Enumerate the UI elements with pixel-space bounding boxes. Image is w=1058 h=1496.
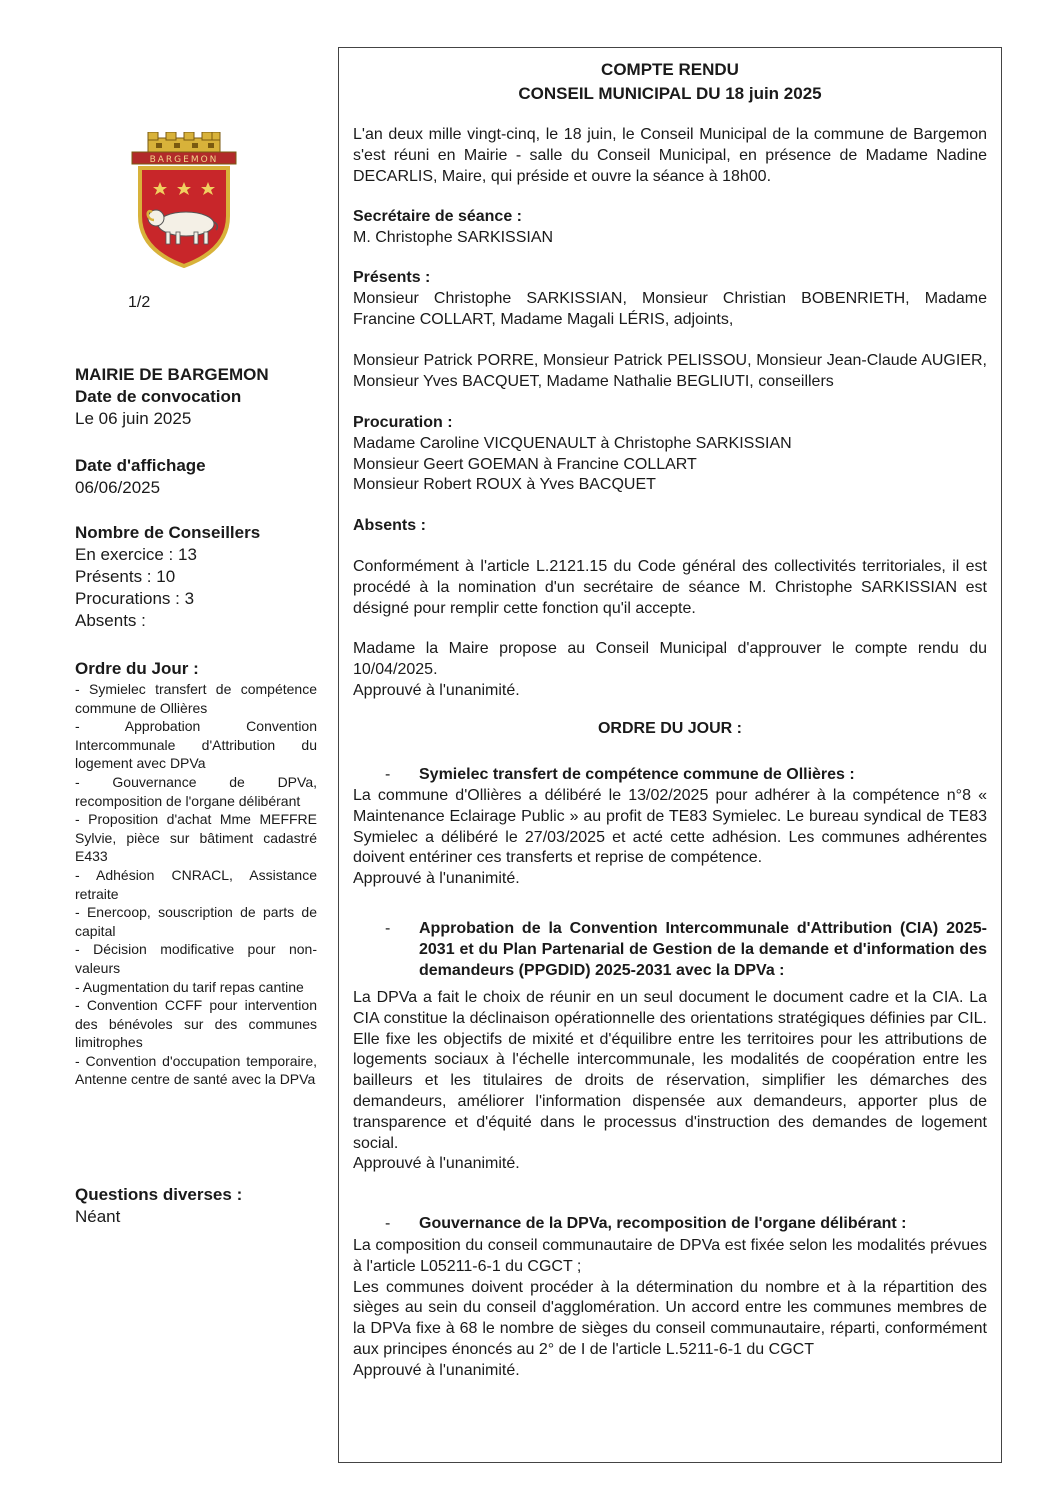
en-exercice: En exercice : 13 [75, 545, 197, 564]
ordre-item: - Adhésion CNRACL, Assistance retraite [75, 866, 317, 902]
approbation-block [353, 639, 987, 701]
secretaire-label: Secrétaire de séance : [353, 208, 522, 225]
ordre-list [75, 680, 317, 1089]
ordre-item: - Symielec transfert de compétence commune de Ollières [75, 681, 317, 716]
procuration-block [353, 413, 987, 496]
date-convocation-value: Le 06 juin 2025 [75, 409, 192, 428]
approuve-text: Approuvé à l'unanimité. [353, 681, 520, 699]
item2-title: Approbation de la Convention Intercommunale d'Attribution (CIA) 2025-2031 et du Plan Partenarial de Gestion de la demande et d'information des demandeurs (PPGDID) 2025-2031 avec la DPVa : [419, 920, 987, 979]
item3-text1: La composition du conseil communautaire de DPVa est fixée selon les modalités prévues à l'article L05211-6-1 du CGCT ; [353, 1237, 987, 1275]
procurations-count: Procurations : 3 [75, 589, 195, 608]
item2-text: La DPVa a fait le choix de réunir en un seul document le document cadre et la CIA. La CIA constitue la déclinaison opérationnelle des orientations stratégiques définies par CIL. Elle fixe les objectifs de mixité et d'équilibre entre les territoires pour les attributions de logements sociaux à l'échelle intercommunale, les modalités de coopération entre les bailleurs et les titulaires de droits de réservation, simplifier les démarches des demandeurs, améliorer l'information dispensée aux demandeurs, apporter plus de transparence et d'équité dans le processus d'instruction des demandes de logement social. [353, 989, 987, 1152]
presents-block [353, 268, 987, 330]
item3-title: Gouvernance de la DPVa, recomposition de l'organe délibérant : [419, 1215, 907, 1232]
item-dash: - [385, 766, 391, 783]
article-paragraph: Conformément à l'article L.2121.15 du Code général des collectivités territoriales, il est procédé à la nomination d'un secrétaire de séance M. Christophe SARKISSIAN est désigné pour remplir cette fonction qu'il accepte. [353, 558, 987, 617]
item-dash: - [385, 1215, 391, 1232]
item1-title: Symielec transfert de compétence commune de Ollières : [419, 766, 855, 783]
questions-value: Néant [75, 1207, 121, 1226]
date-affichage-label: Date d'affichage [75, 456, 206, 475]
item2-approuve: Approuvé à l'unanimité. [353, 1155, 520, 1173]
ordre-item: - Convention d'occupation temporaire, Antenne centre de santé avec la DPVa [75, 1052, 317, 1088]
conseillers-label: Nombre de Conseillers [75, 523, 261, 542]
affichage-block [75, 455, 317, 499]
secretaire-value: M. Christophe SARKISSIAN [353, 228, 554, 246]
item1-text: La commune d'Ollières a délibéré le 13/02/2025 pour adhérer à la compétence n°8 « Maintenance Eclairage Public » au profit de TE83 Symielec. Le bureau syndical de TE83 Symielec a délibéré le 27/03/2025 et acté cette adhésion. Les communes adhérentes doivent entériner ces transferts et reprise de compétence. [353, 787, 987, 867]
header-block [75, 364, 317, 430]
questions-block [75, 1184, 317, 1228]
questions-label: Questions diverses : [75, 1185, 243, 1204]
ordre-du-jour-title: ORDRE DU JOUR : [597, 720, 742, 737]
bargemon-crest-logo [126, 132, 242, 268]
presents-adjoints: Monsieur Christophe SARKISSIAN, Monsieur Christian BOBENRIETH, Madame Francine COLLART, Madame Magali LÉRIS, adjoints, [353, 289, 987, 328]
mairie-name: MAIRIE DE BARGEMON [75, 365, 269, 384]
absents-count: Absents : [75, 611, 146, 630]
ordre-item: - Proposition d'achat Mme MEFFRE Sylvie, pièce sur bâtiment cadastré E433 [75, 811, 317, 865]
ordre-item: - Convention CCFF pour intervention des bénévoles sur des communes limitrophes [75, 997, 317, 1051]
ordre-label: Ordre du Jour : [75, 659, 199, 678]
item2-heading [353, 919, 987, 981]
presents-count: Présents : 10 [75, 567, 176, 586]
procuration-item: Madame Caroline VICQUENAULT à Christophe SARKISSIAN [353, 434, 792, 452]
item1-approuve: Approuvé à l'unanimité. [353, 870, 520, 888]
ordre-item: - Décision modificative pour non-valeurs [75, 941, 317, 976]
item-dash: - [385, 920, 391, 937]
absents-label: Absents : [353, 517, 426, 534]
presents-label: Présents : [353, 269, 431, 286]
item1-heading [353, 765, 987, 786]
ordre-du-jour-block [75, 658, 317, 1089]
conseillers-block [75, 522, 317, 632]
date-convocation-label: Date de convocation [75, 387, 242, 406]
intro-paragraph: L'an deux mille vingt-cinq, le 18 juin, le Conseil Municipal de la commune de Bargemon s'est réuni en Mairie - salle du Conseil Municipal, en présence de Madame Nadine DECARLIS, Maire, qui préside et ouvre la séance à 18h00. [353, 126, 987, 185]
page-number: 1/2 [128, 294, 151, 311]
ordre-item: - Approbation Convention Intercommunale d'Attribution du logement avec DPVa [75, 718, 317, 772]
procuration-item: Monsieur Robert ROUX à Yves BACQUET [353, 476, 656, 494]
item1-body [353, 786, 987, 890]
procuration-label: Procuration : [353, 414, 453, 431]
secretaire-block [353, 207, 987, 249]
ordre-item: - Augmentation du tarif repas cantine [75, 978, 304, 995]
ordre-item: - Enercoop, souscription de parts de capital [75, 904, 317, 939]
document-subtitle: CONSEIL MUNICIPAL DU 18 juin 2025 [518, 84, 822, 103]
approbation-text: Madame la Maire propose au Conseil Municipal d'approuver le compte rendu du 10/04/2025. [353, 640, 987, 678]
procuration-item: Monsieur Geert GOEMAN à Francine COLLART [353, 455, 697, 473]
item3-heading [353, 1214, 987, 1235]
item3-approuve: Approuvé à l'unanimité. [353, 1361, 520, 1379]
item3-body [353, 1236, 987, 1382]
item3-text2: Les communes doivent procéder à la détermination du nombre et à la répartition des sièges au sein du conseil d'agglomération. Un accord entre les communes membres de la DPVa fixe à 68 le nombre de sièges du conseil communautaire, réparti, conformément aux principes énoncés au 2° de I de l'article L.5211-6-1 du CGCT [353, 1278, 987, 1358]
presents-conseillers: Monsieur Patrick PORRE, Monsieur Patrick PELISSOU, Monsieur Jean-Claude AUGIER, Monsieur Yves BACQUET, Madame Nathalie BEGLIUTI, conseillers [353, 352, 987, 390]
ordre-item: - Gouvernance de DPVa, recomposition de l'organe délibérant [75, 773, 317, 809]
date-affichage-value: 06/06/2025 [75, 478, 161, 497]
document-title: COMPTE RENDU [601, 60, 739, 79]
svg-text:BARGEMON: BARGEMON [149, 155, 219, 165]
item2-body [353, 988, 987, 1175]
